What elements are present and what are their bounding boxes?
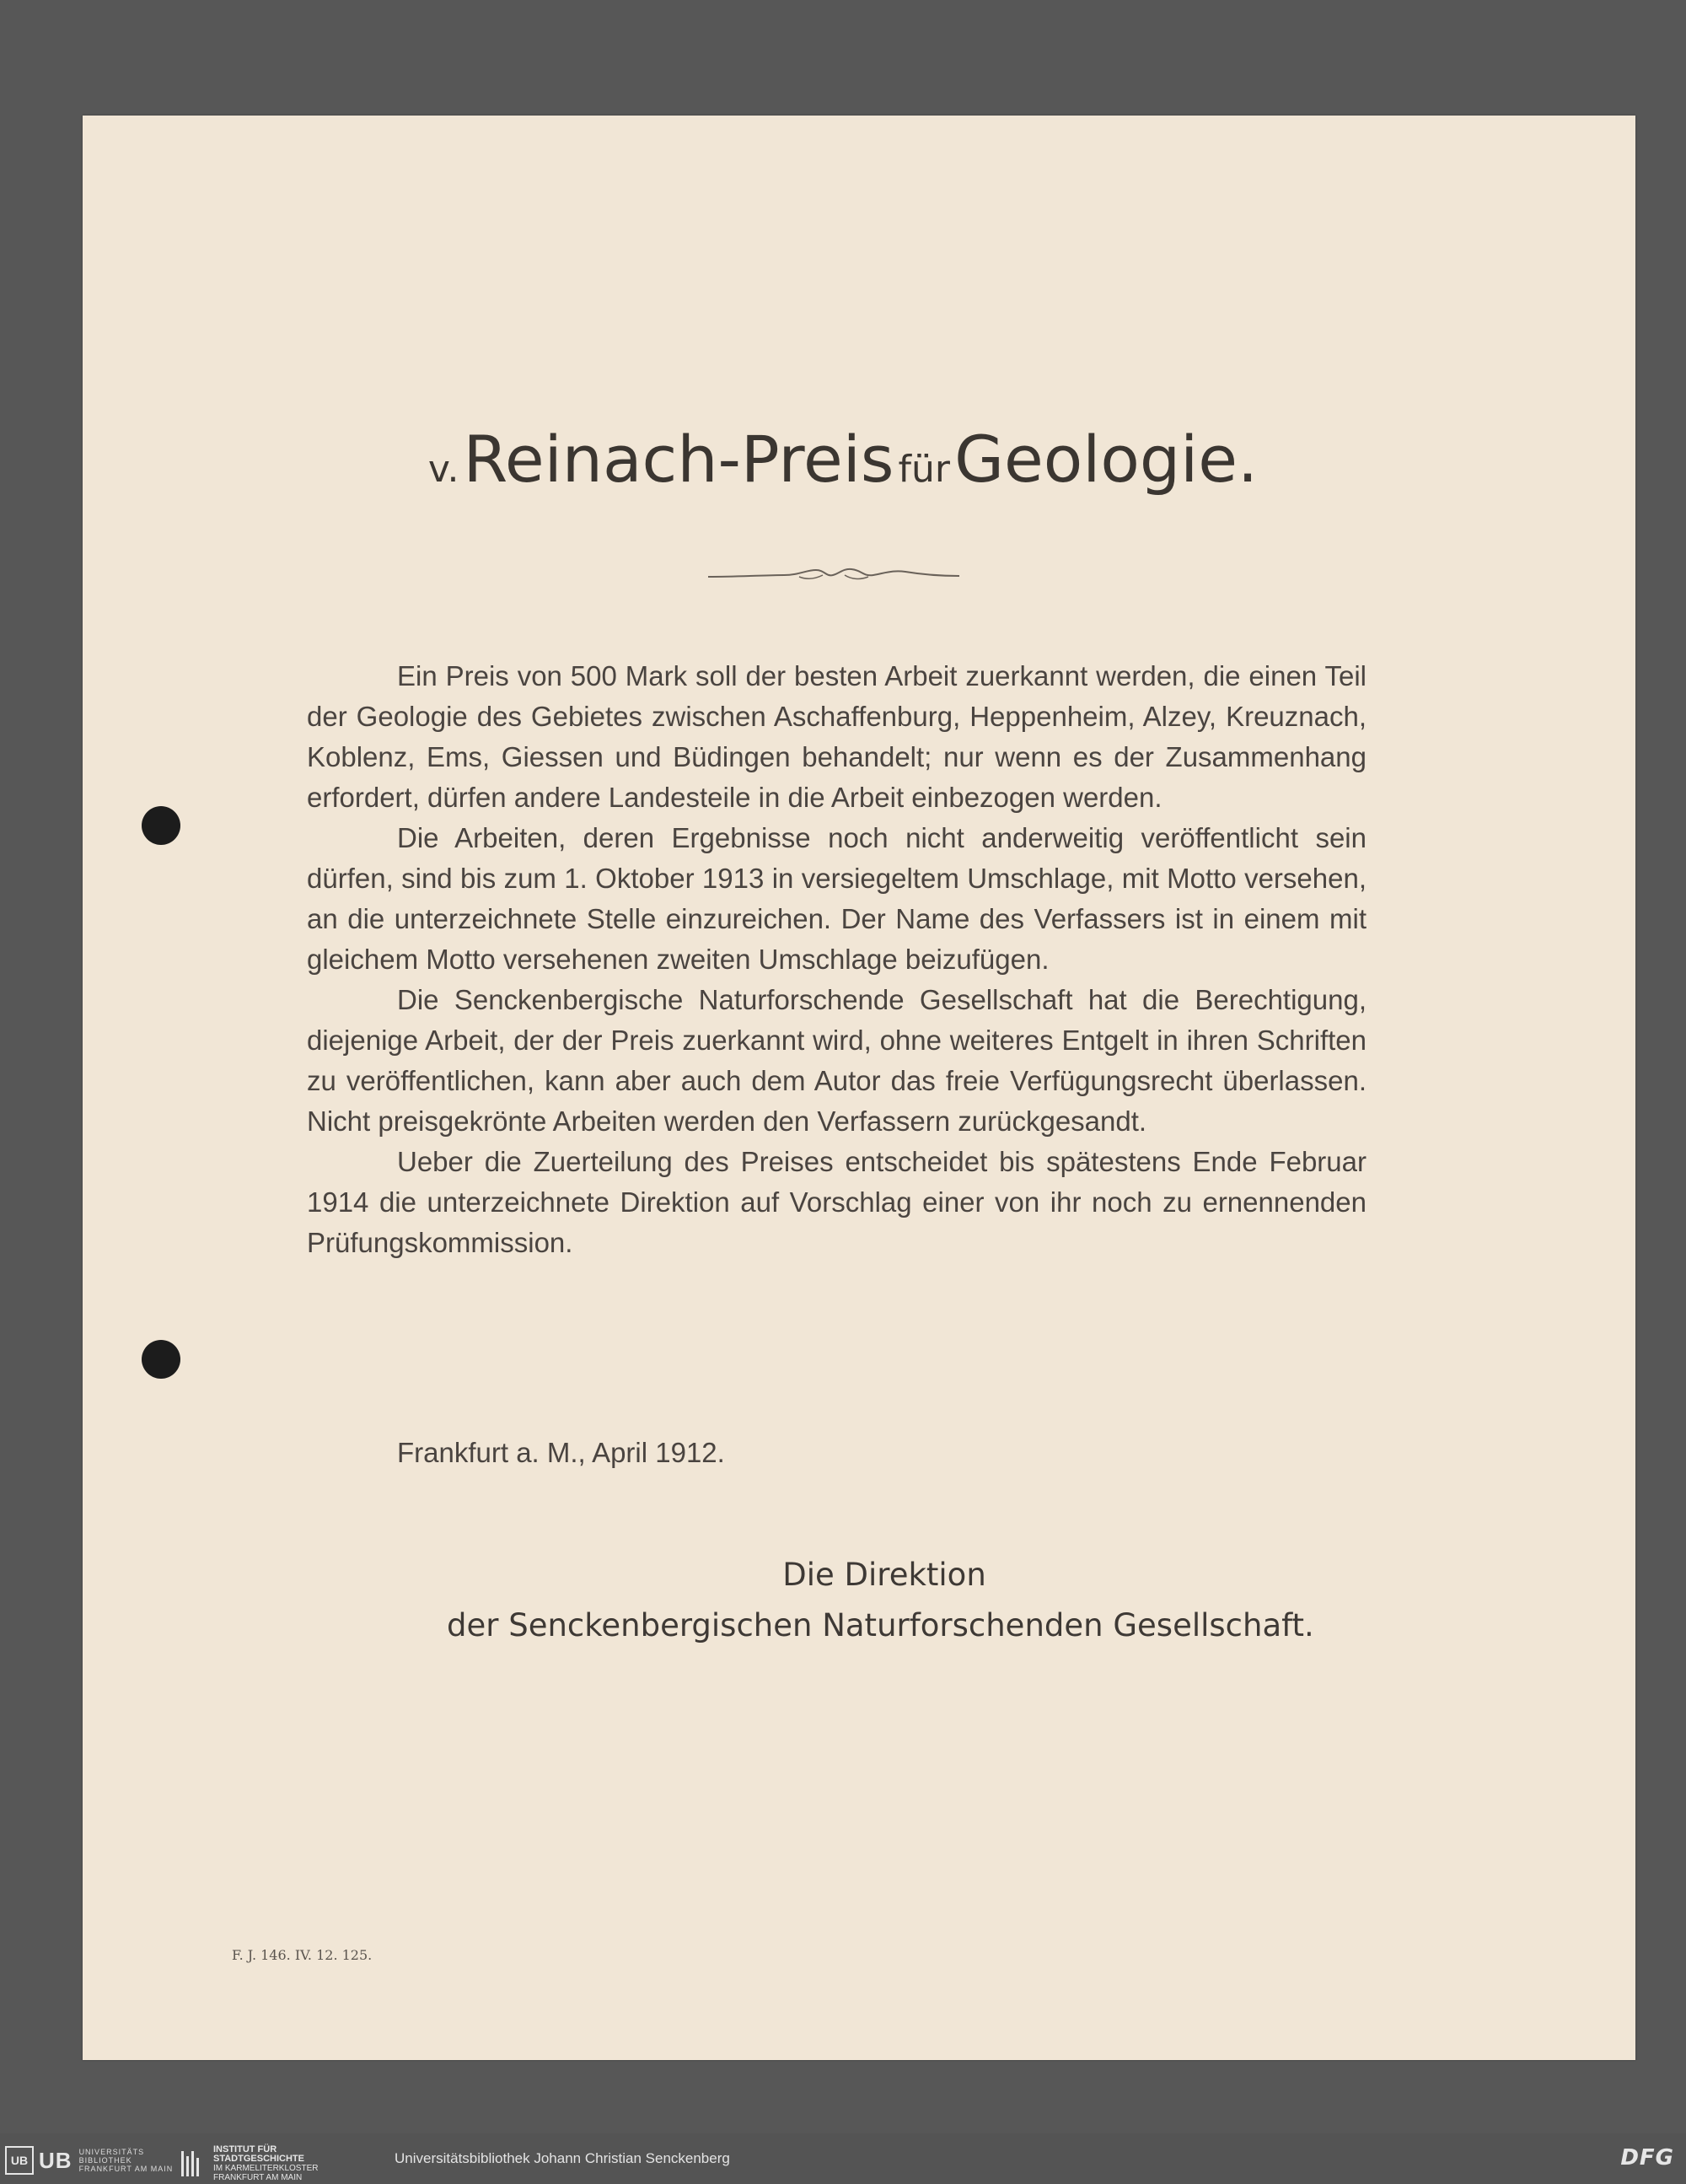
- document-title: [0, 422, 1686, 497]
- ub-logo-text: UB: [39, 2147, 72, 2173]
- isg-logo[interactable]: [181, 2145, 318, 2182]
- isg-logo-text: [213, 2145, 318, 2182]
- ub-sub-line: FRANKFURT AM MAIN: [78, 2165, 174, 2173]
- signature-line-2: der Senckenbergischen Naturforschenden Gesellschaft.: [447, 1607, 1314, 1643]
- viewer-footer: [0, 2133, 1686, 2184]
- isg-line: IM KARMELITERKLOSTER: [213, 2164, 319, 2173]
- signature-line-1: Die Direktion: [782, 1557, 986, 1593]
- paragraph-3: Die Senckenbergische Naturforschende Gesellschaft hat die Berechtigung, diejenige Arbeit, der der Preis zuerkannt wird, ohne weiteres Entgelt in ihren Schriften zu veröffentlichen, kann aber auch dem Autor das freie Verfügungsrecht überlassen. Nicht preisgekrönte Arbeiten werden den Verfassern zurückgesandt.: [307, 984, 1367, 1137]
- isg-line: STADTGESCHICHTE: [213, 2154, 304, 2164]
- isg-line: INSTITUT FÜR: [213, 2144, 277, 2154]
- title-prefix: v.: [427, 448, 459, 491]
- ub-sub-line: BIBLIOTHEK: [78, 2156, 132, 2165]
- dfg-logo[interactable]: DFG: [1620, 2145, 1674, 2171]
- dateline: Frankfurt a. M., April 1912.: [397, 1437, 725, 1468]
- isg-logo-icon: [181, 2151, 207, 2176]
- title-main: Reinach-Preis: [463, 422, 894, 497]
- title-end: Geologie.: [954, 422, 1259, 497]
- body-text: [307, 656, 1367, 1263]
- paragraph-2: Die Arbeiten, deren Ergebnisse noch nicht anderweitig veröffentlicht sein dürfen, sind bis zum 1. Oktober 1913 in versiegeltem Umschlage, mit Motto versehen, an die unterzeichnete Stelle einzureichen. Der Name des Verfassers ist in einem mit gleichem Motto versehenen zweiten Umschlage beizufügen.: [307, 822, 1367, 975]
- punch-hole-bottom: [142, 1340, 180, 1379]
- ub-logo[interactable]: [5, 2145, 173, 2176]
- paragraph-4: Ueber die Zuerteilung des Preises entscheidet bis spätestens Ende Februar 1914 die unterzeichnete Direktion auf Vorschlag einer von ihr noch zu ernennenden Prüfungskommission.: [307, 1146, 1367, 1258]
- paragraph-1: Ein Preis von 500 Mark soll der besten Arbeit zuerkannt werden, die einen Teil der Geologie des Gebietes zwischen Aschaffenburg, Heppenheim, Alzey, Kreuznach, Koblenz, Ems, Giessen und Büdingen behandelt; nur wenn es der Zusammenhang erfordert, dürfen andere Landesteile in die Arbeit einbezogen werden.: [307, 660, 1367, 813]
- ornament-divider-icon: [706, 562, 961, 590]
- punch-hole-top: [142, 806, 180, 845]
- ub-logo-subtitle: [79, 2148, 174, 2173]
- print-code: F. J. 146. IV. 12. 125.: [232, 1947, 373, 1963]
- isg-line: FRANKFURT AM MAIN: [213, 2173, 303, 2182]
- footer-credit: Universitätsbibliothek Johann Christian Senckenberg: [395, 2150, 730, 2166]
- ub-logo-icon: UB: [5, 2146, 34, 2175]
- ub-sub-line: UNIVERSITÄTS: [78, 2148, 145, 2156]
- title-mid: für: [898, 448, 951, 491]
